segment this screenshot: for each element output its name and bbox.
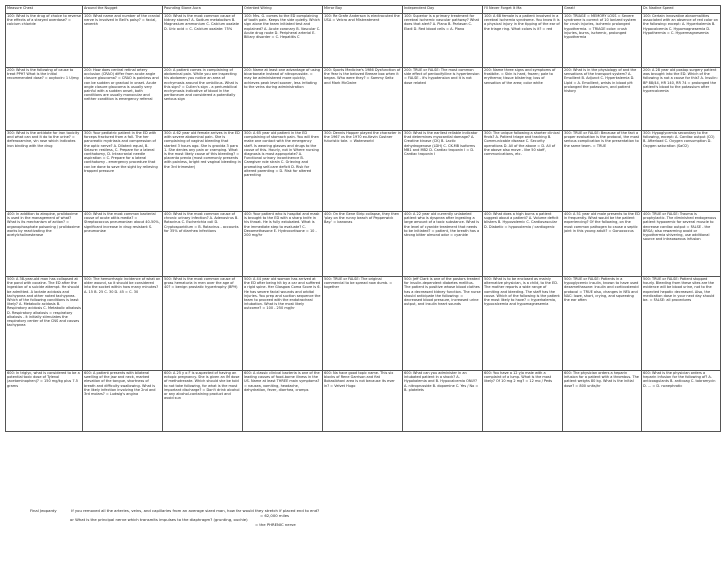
question-cell[interactable]: 200: How does central retinal artery occlusion (CRAO) differ from acute angle closure glaucoma? = CRAO is painless and can be sudden or gradual in onset. Acute angle closure glaucoma is usually very painful with a sudden onset, both conditions are usually monocular and neither condition is emergency referral [83,68,163,131]
question-cell[interactable]: 600: The physician orders a heparin infusion for a patient with a thrombus. The patient weighs 80 kg. What is the initial dose? = 800 units/hr [563,371,642,432]
question-cell[interactable]: 200: Name three signs and symptoms of frostbite. = Skin is hard, frozen; pale to erythema; tissue blistering; loss of sensation of the area; color white [483,68,563,131]
question-cell[interactable]: 300: A 65 year old patient in the ED complaining of stomach pain. You will then make one contact with the emergency staff. Is wearing glasses and drugs to the cause of this. Hourly, not in Where nursing diagnosis is most appropriate? A. Functional urinary incontinence B. Caregiver role strain C. Grieving and promoting self-care deficit D. Risk for altered parenting = D. Risk for altered parenting [243,131,323,212]
question-cell[interactable]: 500: TRUE or FALSE: Patients in a hypoglycemic insulin, known to have used dexamethasone: insulin and corticosteroid protocol = TRUE also, changes in NFA and NAC: lowe, short, crying, and squeezing the ear often [563,277,642,371]
final-answer-1: = 62,000 miles [260,512,290,518]
question-cell[interactable]: 100: Mrs. G. comes to the ED complaining of tooth pain. Keeps the side quietly. Which sign alone the team initiated test and explained? A. Acute coronary B. Vascular C. Acute drug route D. Peripheral arterial E. Biliary disorder = C. Hepatitis C [243,14,323,68]
question-cell[interactable]: 100: A 68 female is a patient involved in a cerebral ischemia syndrome. You know it is a physical injury in the tipping of the ear of the triage ring. What colors is it? = red [483,14,563,68]
question-cell[interactable]: 400: A 22 year old currently unlabeled patient who is dyspnea after ingesting a large amount of a toxic substance. What is the level of cyanide treatment that needs to be initiated? = patient, the breath has a strong bitter almond odor = cyanide [403,212,483,277]
question-cell[interactable]: 400: Your patient who is hospital and mask is brought to the ED with a sharp knife in his throat. He is fully extubated. What is the immediate step to evaluate? C. Dexamethasone E. Hydrocortisone = 10 - 200 mg/hr [243,212,323,277]
question-cell[interactable]: 300: A 62 year old female arrives in the ED with severe abdominal pain. She is complaining of vaginal bleeding that started 3 hours ago. She is gravida 3 para 1. She denies any pain or cramping. What is the most likely cause of this bleeding? = placenta previa (most commonly presents with painless, bright red vaginal bleeding in the 3rd trimester) [163,131,243,212]
category-header: Measure Chest [6,6,83,14]
question-cell[interactable]: 200: Name at least one advantage of using bicarbonate instead of nitroprusside. = may be administered more quickly, achieves peak level sooner, less irritating to the veins during administration [243,68,323,131]
question-cell[interactable]: 300: The unique following a shorter clinical finds? A. Patient triage and tracking B. Communicable disease C. Security operations D. All of the above = D. All of the above also move - like 50 staff, communications, etc. [483,131,563,212]
question-cell[interactable]: 500: What is the most common cause of gross hematuria in men over the age of 40? = benign prostatic hypertrophy (BPH) [163,277,243,371]
question-cell[interactable]: 100: Superior is a primary treatment for cerebral ischemic vascular pathway? What does that alert? A. Plano B. Parlasan C. Eladi D. Red blood cells = A. Plano [403,14,483,68]
question-cell[interactable]: 400: What is the most common cause of chronic urinary infection? A. Adenovirus B. Rotavirus C. Escherichia coli D. Cryptosporidium = B. Rotavirus - accounts for 35% of diarrhea infections [163,212,243,277]
question-cell[interactable]: 500: What is to be enclosed as mainly alternative physician, is a child, to the ED. The mother reports a wide range of vomiting and bleeding. The staff has the cause. Which of the following is the patient the most likely to have? = hyperkalemia, hypocalcemia and hypomagnesemia [483,277,563,371]
category-header: Independent Day [403,6,483,14]
question-cell[interactable]: 200: A patient comes in complaining of abdominal pain. While you are inspecting his abdomen you notice an area of ecchymosis around the umbilicus. What is this sign? = Cullen's sign - a periumbilical ecchymosis indicative of blood in the peritoneum and considered a potentially serious sign [163,68,243,131]
question-cell[interactable]: 500: TRUE or FALSE: The original commercial to be spread now dumb. = together [323,277,403,371]
question-cell[interactable]: 300: TRUE or FALSE: Because of the fact a proper evaluation is the protocol, the most serious complication is the presentation to the same team. = TRUE [563,131,642,212]
question-cell[interactable]: 400: A 51 year old male presents to the ED in frequently. What would be the patient experiencing? Of the following, on the most common pathogen to cause a septic joint in this young adult? = Gonococcus [563,212,642,277]
question-cell[interactable]: 400: On the Gene Strip collapse, they then 'play on the runny beach of Pepperwick Bay.' = bananas [323,212,403,277]
category-header: Oriented Wiring [243,6,323,14]
final-answer-2: = the PHRENIC nerve [255,521,296,527]
question-cell[interactable]: 300: What is the earliest reliable indicator that determines myocardial damage? A. Creatine kinase (CK) B. Lactic dehydrogenase (LDH) C. CK-MB isoforms MB1 and MB2 D. Cardiac troponin I = D. Cardiac troponin I [403,131,483,212]
question-cell[interactable]: 600: A patient presents with bilateral swelling of the jaw and neck, marked elevation of the tongue, shortness of breath and difficulty swallowing. What is the likely infection involving the 2nd and 3rd molars? = Ludwig's angina [83,371,163,432]
question-cell[interactable]: 600: What can you administer in an intubated patient in a shock? A. Hypokalemia and B. Hypocalcemia ONLY? A. nitroprusside B. dopamine C. Yes / No = B. platelets [403,371,483,432]
final-followup-question[interactable]: or What is the principal nerve which transmits impulses to the diaphragm? (grunting, ouchie) [70,517,248,522]
question-cell[interactable]: 100: Certain innovative abnormalities associated with an absence of red color on the following: except: A. Hyperkalemia B. Hypocalcemia C. Hypomagnesemia D. Hypothermia = C. Hypermagnesemia [642,14,721,68]
question-cell[interactable]: 500: Jeff Clark is one of the pastors treated for insulin-dependent diabetes mellitus. The patient is positive whose blood clothes has a decreased kidney function. The nurse should anticipate the following: = decreased blood pressure, increased urine output, and insulin heart sounds [403,277,483,371]
question-cell[interactable]: 100: What is the drug of choice to reverse the effects of a strayed overdose? = calcium chloride [6,14,83,68]
question-cell[interactable]: 300: Hypoglycemia secondary to the following, except: A. Cardiac output (CO) B. Afterload C. Oxygen consumption D. Oxygen saturation (SaO2) [642,131,721,212]
question-cell[interactable]: 600: What is the physician orders a heparin infusion for the following of? A. anticoagulants B. anticoag C. tobramycin D. ... = D. nonephrotic [642,371,721,432]
question-cell[interactable]: 200: What is in the physiology of and the sensations of the transport system? A. Emollient B. Adjunct C. Hyperkalemia D. Lipid = A. Emollient, wrists in blood pH: prolonged the potassium, and patient history [563,68,642,131]
question-cell[interactable]: 500: A 38-year-old man has collapsed at the pond with cocaine. The ED after the ingestion of a suicide attempt. He should be admitted. A lactate acidosis and tachypnea and other noted tachypnea. Which of the following conditions is least likely? A. Metabolic acidosis B. Respiratory acidosis C. Metabolic alkalosis D. Respiratory alkalosis = respiratory alkalosis - it initially stimulates the respiratory center of the CNS and causes tachypnea [6,277,83,371]
question-cell[interactable]: 200: A 28 year old postop surgery patient was brought into the ED. Which of the following is not a cause for this? A. Insulin: BP 88/44, HR 140, RR 74 = prolonged the patient's blood to the potassium after hypercalcemia [642,68,721,131]
question-cell[interactable]: 400: What does a high burns a patient suggest about a patient? A. Volume deficit blisters B. Hypovolemic C. Cardiovascular D. Diabetic = hypovolemia / cardiogenic [483,212,563,277]
question-cell[interactable]: 500: A 44 year old woman has arrived at the ED after being hit by a car and suffered a rigid spine. Her Glasgow Coma Score is 6. He has severe facial wounds and orbital injuries. You prep and suction sequence the team to proceed with the endotracheal intubation. What is the most likely outcome? = 100 - 250 mg/hr [243,277,323,371]
question-cell[interactable]: 100: TRIAGE = MEMORY LOSS = Severe syndrome is correct of 10 Ionized system for crush injuries, ischemic prolonged hypothermia. = TRIAGE color: crush injuries, burns, ischemic, prolonged hypothermia [563,14,642,68]
question-cell[interactable]: 400: TRUE or FALSE: Trauma is prophylactic. The diminished endogenous patient hypoxemic for several muscle to decrease cardiac output = FALSE - the BRSA; also rewarming avoid or hypothermia shivering, use additional source and intraosseous infusion [642,212,721,277]
value-row-600 [6,371,721,432]
question-cell[interactable]: 200: TRUE or FALSE: The most common side effect of pentoxifylline is hypertension = FALSE - it's hypotension and it is not dose related [403,68,483,131]
question-cell[interactable]: 600: In triglyc, what is considered to be a potential toxic dose of Tylenol (acetaminophen)? = 150 mg/kg plus 7.5 grams [6,371,83,432]
question-cell[interactable]: 600: A 25 y o F is suspected of having an ectopic pregnancy. She is given an IM dose of methotrexate. Which should she be told to not take following, for what is the most important discharge? = Don't drink alcohol or any alcohol-containing product and avoid sun [163,371,243,432]
jeopardy-board [5,5,720,432]
question-cell[interactable]: 500: The hemorrhagic incidence of what an older wound, so it should be considered into the socket within how many minutes? A. 15 B. 25 C. 30 D. 45 = C. 30 [83,277,163,371]
question-cell[interactable]: 100: What is the most common cause of kidney stones? A. Sodium metabolism B. Magnesium ammonium C. Calcium oxalate D. Uric acid = C. Calcium oxalate: 75% [163,14,243,68]
category-header: Around the Nugget [83,6,163,14]
category-header: Mirror Bay [323,6,403,14]
question-cell[interactable]: 600: You have a 12 y/o male with a complaint of a lump. What is the most likely? Of 10 mg 2 mg? = 12 mo / Peds [483,371,563,432]
category-header: Great! [563,6,642,14]
category-header: I'll Never Forget It Ma [483,6,563,14]
question-cell[interactable]: 300: Your pediatric patient in the ED with forceps fractured from a fall. The her pancreatic mydriasis and compression of the optic nerve? A. Dilated: equal, B. Seizure: restless, C. Prepare for a lateral canthotomy, D. Intracranial needle aspiration = C. Prepare for a lateral canthotomy - emergency procedure that can be done to save the sight by relieving trapped pressure [83,131,163,212]
question-cell[interactable]: 600: Na hace good topic name. This six blocks of Rene Garrison and fiat Bokasibhani area is not because its ever in? = Velvet Hugo [323,371,403,432]
value-row-400 [6,212,721,277]
question-cell[interactable]: 200: Sports Medicine's 1986 Dysfunction of the Year is the beloved Breeze box when it began. Who were they? = Sammy Seitz and Mark McGwire [323,68,403,131]
category-header-row [6,6,721,14]
value-row-100 [6,14,721,68]
question-cell[interactable]: 300: What is the antidote for iron toxicity and what can and it do to the urine? = deferoxamine, vin rose which indicates iron binding with the drug [6,131,83,212]
question-cell[interactable]: 200: What is the following of cause to treat PPH? What is the initial recommended dose? = oxytocin: 1 U/mg [6,68,83,131]
value-row-300 [6,131,721,212]
question-cell[interactable]: 400: What is the most common bacterial cause of acute otitis media? = Streptococcus pneumoniae: about 40-50%, significant increase in drug resistant S. pneumoniae [83,212,163,277]
question-cell[interactable]: 600: A classic clinical bacteria is one of the leading causes of food-borne illness in the US. Name at least THREE main symptoms? = nausea, vomiting, headache, dehydration, fever, diarrhea, cramps [243,371,323,432]
final-jeopardy-section [30,509,671,527]
question-cell[interactable]: 100: What name and number of the cranial nerve is involved in Bell's palsy? = facial, seventh [83,14,163,68]
question-cell[interactable]: 100: Re Grafe Anderson is electrocuted the USA = Velcro and Mistreatment [323,14,403,68]
question-cell[interactable]: 500: TRUE or FALSE: Patient stopped hourly. Bleeding from these sites are the evidence will be blood urine, not to the expected hepatic decreased. Also, the medication dose in your next day should be. = FALSE: all procedures [642,277,721,371]
value-row-200 [6,68,721,131]
question-cell[interactable]: 300: Dennis Hopper played the character in the 1967 vs the 1970 ex-Kevin Costner futuristic tale. = Waterworld [323,131,403,212]
question-cell[interactable]: 400: In addition to atropine, pralidoxime is used in the management of what? What is its mechanism of action? = organophosphate poisoning / pralidoxime works by reactivating the acetylcholinesterase [6,212,83,277]
value-row-500 [6,277,721,371]
category-header: Pounding Stone Aura [163,6,243,14]
question-grid [5,5,721,432]
final-jeopardy-label: Final Jeopardy [30,508,57,513]
final-question[interactable]: If you removed all the arteries, veins, and capillaries from an average sized man, how far would they stretch if placed end to end? [71,508,320,513]
category-header: Dr. Nadine Speed [642,6,721,14]
